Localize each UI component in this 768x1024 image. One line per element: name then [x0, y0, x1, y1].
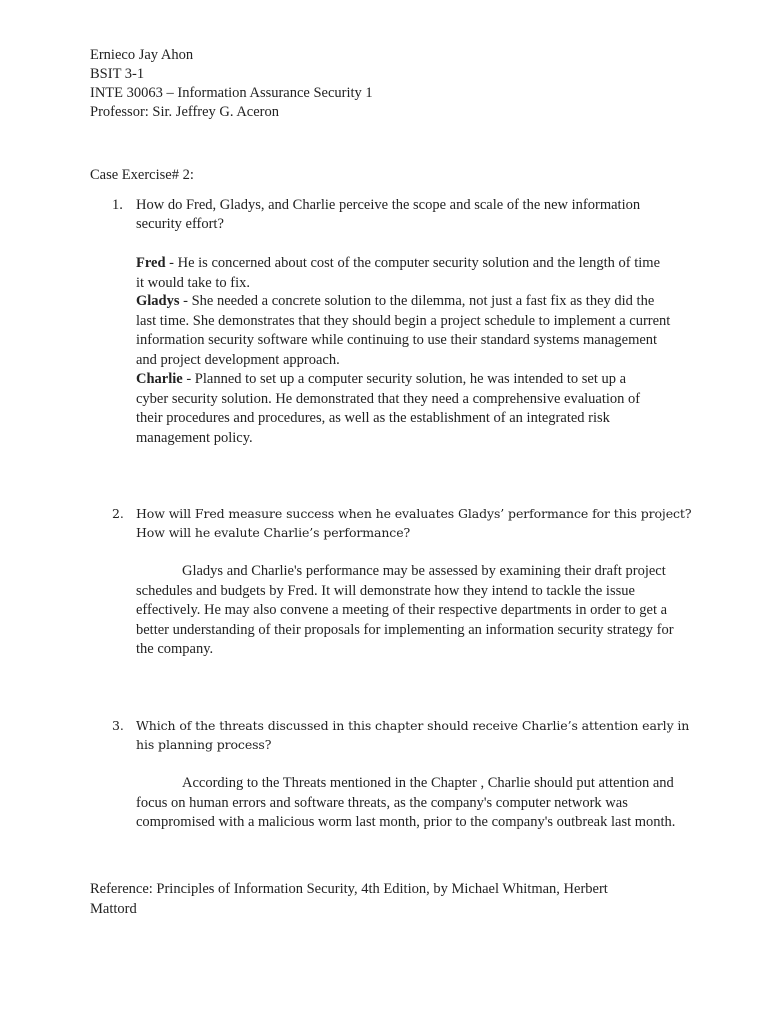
student-section: BSIT 3-1: [90, 66, 145, 82]
question-1-line-1: How do Fred, Gladys, and Charlie perceive the scope and scale of the new information: [136, 197, 641, 213]
exercise-title: Case Exercise# 2:: [90, 167, 194, 183]
answer-fred-name: Fred: [136, 255, 166, 271]
answer-fred-text: - He is concerned about cost of the computer security solution and the length of time it would take to fix.: [136, 255, 661, 291]
question-2-line-2: How will he evalute Charlie’s performance?: [136, 525, 411, 540]
answer-3: According to the Threats mentioned in the Chapter , Charlie should put attention and focus on human errors and software threats, as the company's computer network was compromised with a malicious worm last month, prior to the company's outbreak last month.: [136, 775, 676, 830]
reference: Reference: Principles of Information Security, 4th Edition, by Michael Whitman, Herbert Mattord: [90, 881, 608, 917]
question-number-2: 2.: [112, 506, 124, 521]
answer-gladys: [136, 292, 676, 370]
question-number-1: 1.: [112, 197, 123, 213]
answer-gladys-name: Gladys: [136, 293, 180, 309]
question-2-line-1: How will Fred measure success when he evaluates Gladys’ performance for this project?: [136, 506, 692, 521]
question-1-line-2: security effort?: [136, 216, 224, 232]
answer-charlie-name: Charlie: [136, 371, 183, 387]
answer-gladys-text: - She needed a concrete solution to the dilemma, not just a fast fix as they did the last time. She demonstrates that they should begin a project schedule to implement a current information security software while continuing to use their standard systems management and project development approach.: [136, 293, 671, 368]
question-3-line-2: his planning process?: [136, 737, 272, 752]
answer-charlie-text: - Planned to set up a computer security solution, he was intended to set up a cyber security solution. He demonstrated that they need a comprehensive evaluation of their procedures and procedures, as well as the establishment of an integrated risk management policy.: [136, 371, 641, 446]
question-number-3: 3.: [112, 718, 124, 733]
answer-charlie: [136, 370, 661, 448]
answer-fred: [136, 254, 666, 293]
professor-name: Professor: Sir. Jeffrey G. Aceron: [90, 104, 280, 120]
course-title: INTE 30063 – Information Assurance Security 1: [90, 85, 373, 101]
question-3-line-1: Which of the threats discussed in this chapter should receive Charlie’s attention early in: [136, 718, 690, 733]
answer-2: Gladys and Charlie's performance may be assessed by examining their draft project schedules and budgets by Fred. It will demonstrate how they intend to tackle the issue effectively. He may also convene a meeting of their respective departments in order to get a better understanding of their proposals for implementing an information security strategy for the company.: [136, 563, 674, 657]
author-name: Ernieco Jay Ahon: [90, 47, 194, 63]
